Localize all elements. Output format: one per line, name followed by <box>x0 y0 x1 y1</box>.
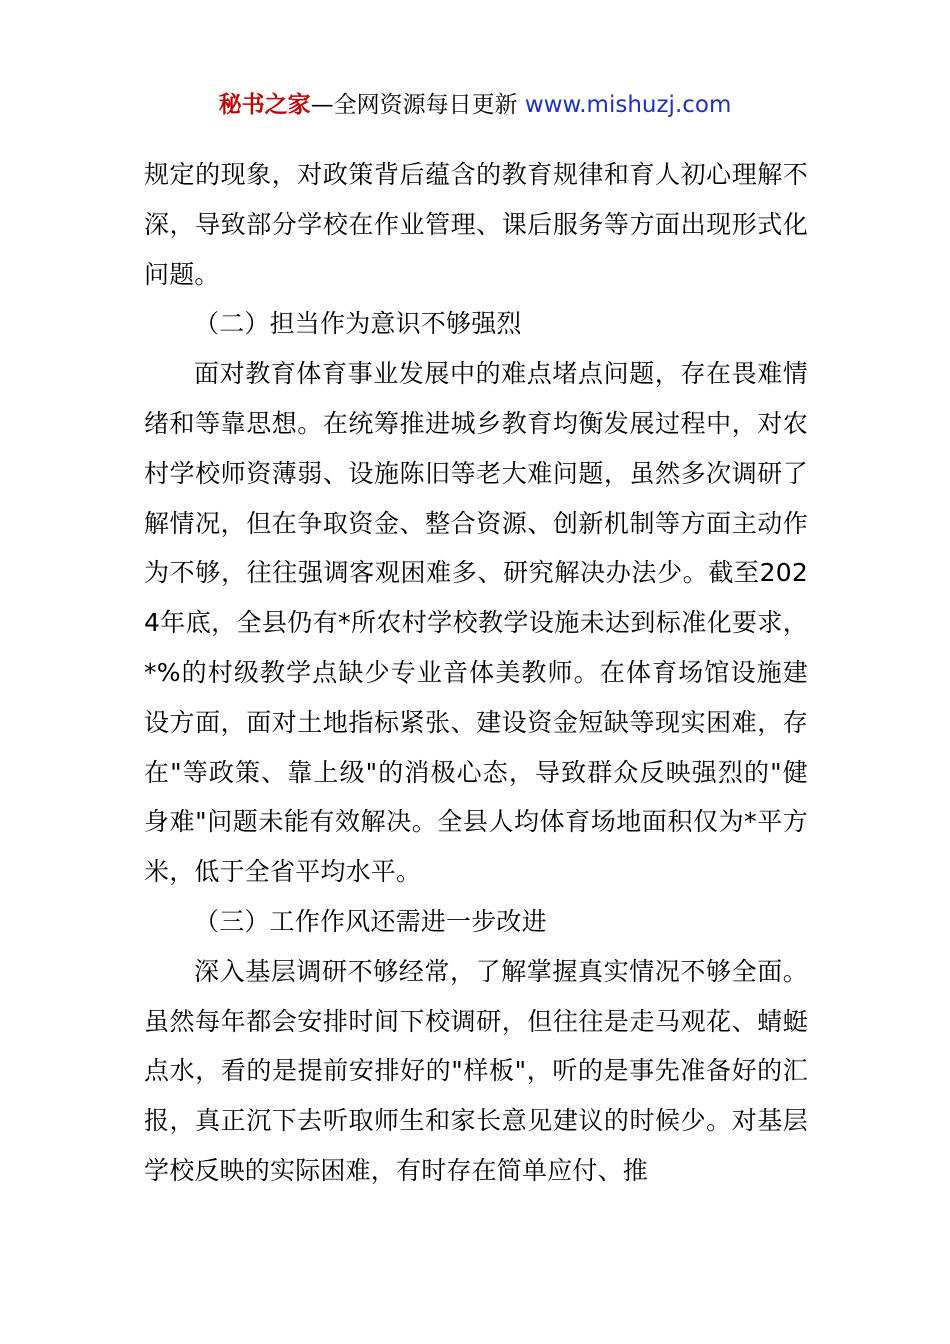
section-heading-2: （二）担当作为意识不够强烈 <box>194 309 522 339</box>
site-tagline: —全网资源每日更新 <box>310 92 525 118</box>
page-header <box>0 88 950 122</box>
site-url-link[interactable]: www.mishuzj.com <box>524 92 732 118</box>
paragraph-section-3: 深入基层调研不够经常，了解掌握真实情况不够全面。虽然每年都会安排时间下校调研，但往往是走马观花、蜻蜓点水，看的是提前安排好的"样板"，听的是事先准备好的汇报，真正沉下去听取师生和家长意见建议的时候少。对基层学校反映的实际困难，有时存在简单应付、推 <box>144 956 808 1185</box>
document-body <box>144 150 808 1196</box>
section-heading-3: （三）工作作风还需进一步改进 <box>194 906 547 936</box>
paragraph-section-2: 面对教育体育事业发展中的难点堵点问题，存在畏难情绪和等靠思想。在统筹推进城乡教育均衡发展过程中，对农村学校师资薄弱、设施陈旧等老大难问题，虽然多次调研了解情况，但在争取资金、整合资源、创新机制等方面主动作为不够，往往强调客观困难多、研究解决办法少。截至2024年底，全县仍有*所农村学校教学设施未达到标准化要求，*%的村级教学点缺少专业音体美教师。在体育场馆设施建设方面，面对土地指标紧张、建设资金短缺等现实困难，存在"等政策、靠上级"的消极心态，导致群众反映强烈的"健身难"问题未能有效解决。全县人均体育场地面积仅为*平方米，低于全省平均水平。 <box>144 359 808 887</box>
paragraph-continuation: 规定的现象，对政策背后蕴含的教育规律和育人初心理解不深，导致部分学校在作业管理、课后服务等方面出现形式化问题。 <box>144 160 808 289</box>
site-brand: 秘书之家 <box>218 92 311 118</box>
